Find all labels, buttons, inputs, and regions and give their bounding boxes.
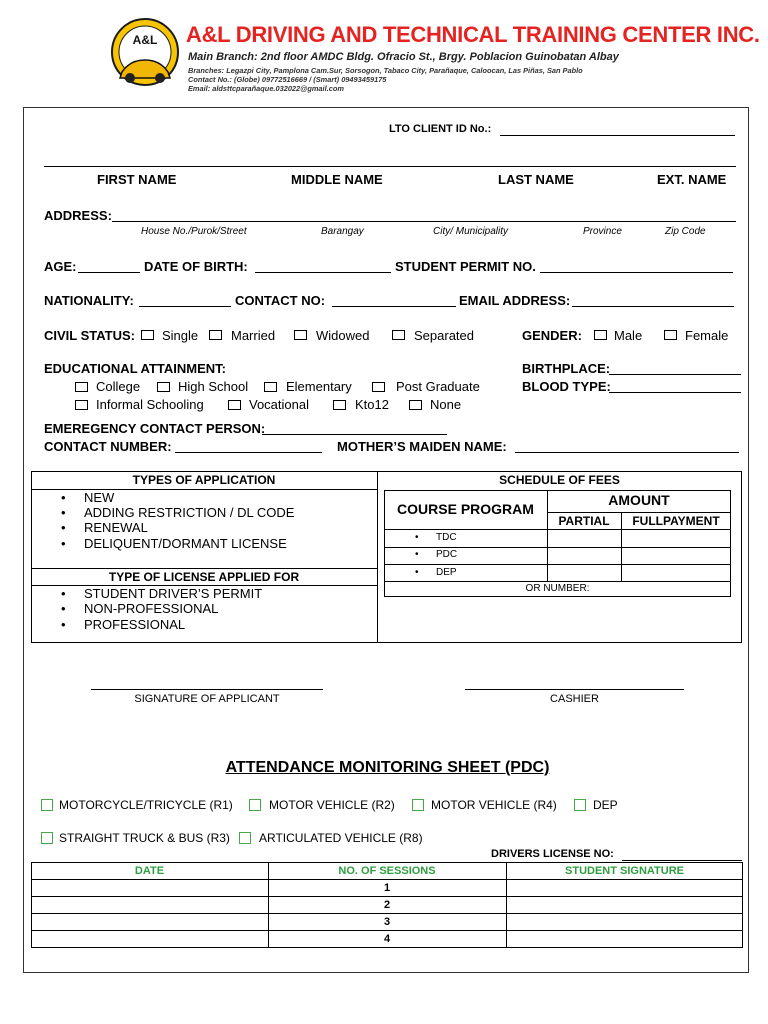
r4-checkbox[interactable] <box>412 799 424 811</box>
type-adding-restriction: • ADDING RESTRICTION / DL CODE <box>84 505 294 520</box>
email-address-label: EMAIL ADDRESS: <box>459 293 571 308</box>
civil-single-checkbox[interactable] <box>141 330 154 340</box>
fees-header: SCHEDULE OF FEES <box>499 473 620 487</box>
letterhead <box>110 16 760 94</box>
civil-separated-label: Separated <box>414 328 474 343</box>
nationality-label: NATIONALITY: <box>44 293 134 308</box>
r3-label: STRAIGHT TRUCK & BUS (R3) <box>59 831 230 845</box>
full-name-field[interactable] <box>44 166 736 167</box>
session-2: 2 <box>383 899 391 911</box>
address-part-province: Province <box>583 226 622 237</box>
ext-name-label: EXT. NAME <box>657 172 727 187</box>
edu-none-label: None <box>430 397 462 412</box>
types-header-rule <box>31 489 377 490</box>
r8-checkbox[interactable] <box>239 832 251 844</box>
r2-label: MOTOR VEHICLE (R2) <box>269 798 395 812</box>
cashier-signature-line[interactable] <box>465 689 684 690</box>
attendance-title: ATTENDANCE MONITORING SHEET (PDC) <box>225 759 550 776</box>
contact-no-field[interactable] <box>332 306 456 307</box>
civil-married-label: Married <box>231 328 276 343</box>
edu-kto12-label: Kto12 <box>355 397 389 412</box>
license-header: TYPE OF LICENSE APPLIED FOR <box>108 570 300 584</box>
address-part-street: House No./Purok/Street <box>141 226 247 237</box>
r1-label: MOTORCYCLE/TRICYCLE (R1) <box>59 798 233 812</box>
table-divider <box>377 471 378 643</box>
att-row-rule-3 <box>31 913 743 914</box>
edu-none-checkbox[interactable] <box>409 400 422 410</box>
edu-postgrad-checkbox[interactable] <box>372 382 385 392</box>
edu-college-checkbox[interactable] <box>75 382 88 392</box>
edu-highschool-checkbox[interactable] <box>157 382 170 392</box>
type-renewal: • RENEWAL <box>84 520 148 535</box>
first-name-label: FIRST NAME <box>97 172 177 187</box>
student-permit-field[interactable] <box>540 272 733 273</box>
r4-label: MOTOR VEHICLE (R4) <box>431 798 557 812</box>
applicant-signature-line[interactable] <box>91 689 323 690</box>
fees-row-rule-1 <box>384 547 731 548</box>
r2-checkbox[interactable] <box>249 799 261 811</box>
att-sessions-header: NO. OF SESSIONS <box>338 865 436 877</box>
birthplace-field[interactable] <box>609 374 741 375</box>
types-header: TYPES OF APPLICATION <box>132 473 276 487</box>
civil-married-checkbox[interactable] <box>209 330 222 340</box>
att-signature-header: STUDENT SIGNATURE <box>565 865 684 877</box>
type-new: • NEW <box>84 490 114 505</box>
session-4: 4 <box>383 933 391 945</box>
address-part-city: City/ Municipality <box>433 226 509 237</box>
license-nonpro: • NON-PROFESSIONAL <box>84 601 218 616</box>
edu-informal-label: Informal Schooling <box>96 397 204 412</box>
branches: Branches: Legazpi City, Pamplona Cam.Sur, Sorsogon, Tabaco City, Parañaque, Caloocan, Las Piñas, San Pablo <box>188 66 583 75</box>
edu-elementary-label: Elementary <box>286 379 352 394</box>
drivers-license-label: DRIVERS LICENSE NO: <box>491 848 614 860</box>
lto-client-id-field[interactable] <box>500 135 735 136</box>
fees-row-rule-2 <box>384 564 731 565</box>
gender-male-checkbox[interactable] <box>594 330 607 340</box>
gender-label: GENDER: <box>522 328 582 343</box>
age-label: AGE: <box>44 259 77 274</box>
contact-number-field[interactable] <box>175 452 322 453</box>
main-branch: Main Branch: 2nd floor AMDC Bldg. Ofracio St., Brgy. Poblacion Guinobatan Albay <box>188 51 619 63</box>
lto-client-id-label: LTO CLIENT ID No.: <box>389 123 492 135</box>
license-student: • STUDENT DRIVER’S PERMIT <box>84 586 262 601</box>
emergency-contact-label: EMEREGENCY CONTACT PERSON: <box>44 421 266 436</box>
contact-no-label: CONTACT NO: <box>235 293 326 308</box>
dep-checkbox[interactable] <box>574 799 586 811</box>
course-dep: • DEP <box>436 567 457 578</box>
contact-numbers: Contact No.: (Globe) 09772516669 / (Smart) 09493459175 <box>188 75 387 84</box>
amount-header: AMOUNT <box>608 492 670 508</box>
fullpayment-header: FULLPAYMENT <box>632 514 720 528</box>
license-header-rule-top <box>31 568 377 569</box>
att-row-rule-4 <box>31 930 743 931</box>
att-row-rule-1 <box>31 879 743 880</box>
fees-row-rule-3 <box>384 581 731 582</box>
address-label: ADDRESS: <box>44 208 112 223</box>
edu-kto12-checkbox[interactable] <box>333 400 346 410</box>
education-label: EDUCATIONAL ATTAINMENT: <box>44 361 226 376</box>
civil-widowed-checkbox[interactable] <box>294 330 307 340</box>
middle-name-label: MIDDLE NAME <box>291 172 383 187</box>
dob-label: DATE OF BIRTH: <box>144 259 248 274</box>
address-field[interactable] <box>112 221 736 222</box>
civil-single-label: Single <box>162 328 199 343</box>
contact-number-label: CONTACT NUMBER: <box>44 439 172 454</box>
session-1: 1 <box>383 882 391 894</box>
address-part-zip: Zip Code <box>665 226 706 237</box>
edu-college-label: College <box>96 379 141 394</box>
emergency-contact-field[interactable] <box>262 434 447 435</box>
amount-rule <box>547 512 731 513</box>
edu-informal-checkbox[interactable] <box>75 400 88 410</box>
type-delinquent: • DELIQUENT/DORMANT LICENSE <box>84 536 287 551</box>
license-pro: • PROFESSIONAL <box>84 617 185 632</box>
r3-checkbox[interactable] <box>41 832 53 844</box>
edu-elementary-checkbox[interactable] <box>264 382 277 392</box>
gender-male-label: Male <box>614 328 643 343</box>
or-number-label: OR NUMBER: <box>525 583 590 594</box>
age-field[interactable] <box>78 272 140 273</box>
edu-postgrad-label: Post Graduate <box>396 379 480 394</box>
drivers-license-field[interactable] <box>622 860 742 861</box>
civil-status-label: CIVIL STATUS: <box>44 328 135 343</box>
company-logo <box>110 16 180 94</box>
edu-highschool-label: High School <box>178 379 249 394</box>
logo-text: A&L <box>132 33 158 47</box>
address-part-barangay: Barangay <box>321 226 364 237</box>
fees-header-rule <box>384 529 731 530</box>
edu-vocational-label: Vocational <box>249 397 309 412</box>
student-permit-label: STUDENT PERMIT NO. <box>395 259 536 274</box>
mothers-maiden-label: MOTHER’S MAIDEN NAME: <box>337 439 507 454</box>
course-tdc: • TDC <box>436 532 457 543</box>
r1-checkbox[interactable] <box>41 799 53 811</box>
nationality-field[interactable] <box>139 306 231 307</box>
cashier-signature-label: CASHIER <box>550 693 599 705</box>
dob-field[interactable] <box>255 272 391 273</box>
civil-separated-checkbox[interactable] <box>392 330 405 340</box>
blood-type-label: BLOOD TYPE: <box>522 379 611 394</box>
applicant-signature-label: SIGNATURE OF APPLICANT <box>134 693 280 705</box>
att-date-header: DATE <box>134 865 165 877</box>
course-pdc: • PDC <box>436 549 457 560</box>
last-name-label: LAST NAME <box>498 172 574 187</box>
email: Email: aldsttcparañaque.032022@gmail.com <box>188 84 344 93</box>
email-address-field[interactable] <box>572 306 734 307</box>
dep-label: DEP <box>593 798 618 812</box>
course-program-header: COURSE PROGRAM <box>397 501 534 517</box>
company-name: A&L DRIVING AND TECHNICAL TRAINING CENTER INC. <box>186 22 760 47</box>
session-3: 3 <box>383 916 391 928</box>
partial-header: PARTIAL <box>558 514 610 528</box>
gender-female-checkbox[interactable] <box>664 330 677 340</box>
r8-label: ARTICULATED VEHICLE (R8) <box>259 831 423 845</box>
mothers-maiden-field[interactable] <box>515 452 739 453</box>
att-row-rule-2 <box>31 896 743 897</box>
edu-vocational-checkbox[interactable] <box>228 400 241 410</box>
civil-widowed-label: Widowed <box>316 328 370 343</box>
blood-type-field[interactable] <box>609 392 741 393</box>
gender-female-label: Female <box>685 328 729 343</box>
birthplace-label: BIRTHPLACE: <box>522 361 611 376</box>
